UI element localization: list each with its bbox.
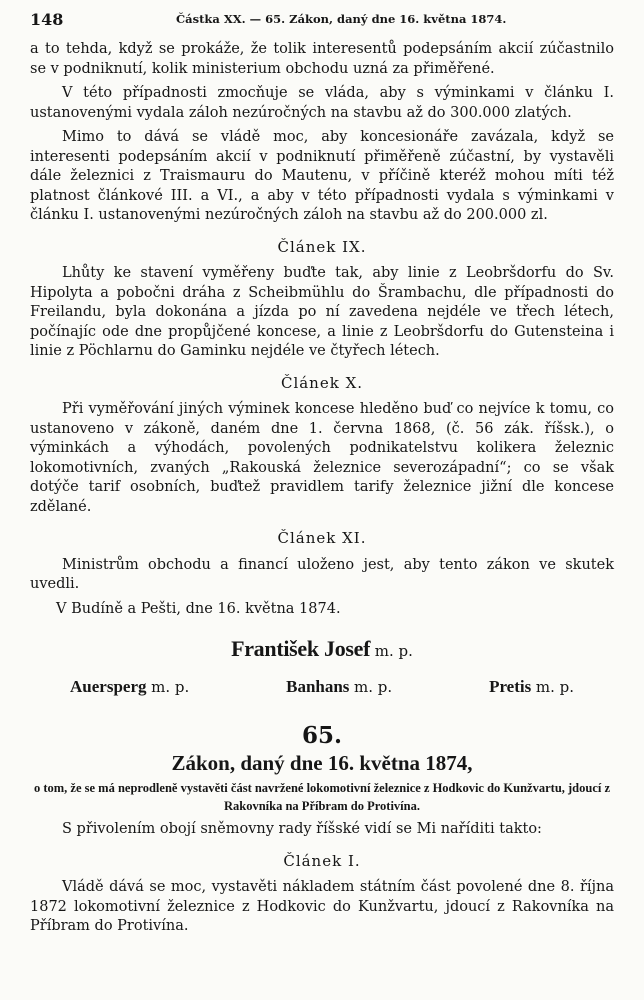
signature-suffix: m. p. — [535, 677, 574, 696]
page-header — [30, 8, 614, 30]
article-heading: Článek XI. — [277, 529, 367, 547]
signature-name: Pretis — [489, 676, 532, 696]
page-number: 148 — [30, 10, 64, 29]
paragraph: Vládě dává se moc, vystavěti nákladem státním část povolené dne 8. října 1872 lokomotivní železnice z Hodkovic do Kunžvartu, jdoucí z Rakovníka na Příbram do Protivína. — [30, 879, 614, 934]
date-line: V Budíně a Pešti, dne 16. května 1874. — [56, 600, 341, 617]
signature-suffix: m. p. — [374, 642, 413, 660]
running-head: Částka XX. — 65. Zákon, daný dne 16. května 1874. — [176, 12, 507, 26]
signature-suffix: m. p. — [151, 677, 190, 696]
paragraph: Při vyměřování jiných výminek koncese hleděno buď co nejvíce k tomu, co ustanoveno v zákoně, daném dne 1. června 1868, (č. 56 zák. říšsk.), o výminkách a výhodách, povolených podnikatelstvu kolikera železnic lokomotivních, zvaných „Rakouská železnice severozápadní“; co se však dotýče tarif osobních, buďtež pravidlem tarify železnice jižní dle koncese zdělané. — [30, 401, 614, 515]
paragraph: V této případnosti zmocňuje se vláda, aby s výminkami v článku I. ustanovenými vydala záloh nezúročných na stavbu až do 300.000 zlatých. — [30, 85, 614, 121]
law-title: Zákon, daný dne 16. května 1874, — [171, 750, 473, 775]
signature-name: Auersperg — [70, 676, 147, 696]
signature-name: Banhans — [286, 676, 350, 696]
law-subtitle: o tom, že se má neprodleně vystavěti část navržené lokomotivní železnice z Hodkovic do Kunžvartu, jdoucí z Rakovníka na Příbram do Protivína. — [33, 781, 611, 813]
article-heading: Článek X. — [280, 373, 364, 392]
preamble: S přivolením obojí sněmovny rady říšské vidí se Mi naříditi takto: — [62, 821, 542, 837]
signature-name: František Josef — [231, 636, 371, 661]
emperor-signature — [30, 636, 614, 663]
law-number: 65. — [301, 722, 342, 749]
minister-signature — [70, 677, 189, 699]
paragraph: Ministrům obchodu a financí uloženo jest, aby tento zákon ve skutek uvedli. — [30, 556, 614, 592]
signature-suffix: m. p. — [354, 677, 393, 696]
minister-signature — [286, 677, 392, 699]
minister-signature — [489, 677, 574, 699]
paragraph: Mimo to dává se vládě moc, aby koncesionáře zavázala, když se interesenti podepsáním akcií v podniknutí přiměřeně zúčastní, by vystavěli dále železnici z Traismauru do Mautenu, v příčině kteréž mohou míti též platnost článkové III. a VI., a aby v této případnosti vydala s výminkami v článku I. ustanovenými nezúročných záloh na stavbu až do 200.000 zl. — [30, 129, 614, 223]
paragraph: a to tehda, když se prokáže, že tolik interesentů podepsáním akcií zúčastnilo se v podniknutí, kolik ministerium obchodu uzná za přiměřené. — [30, 41, 614, 77]
article-heading: Článek IX. — [277, 237, 367, 256]
minister-signatures — [70, 677, 574, 699]
page-body — [30, 40, 614, 937]
article-heading: Článek I. — [283, 851, 361, 870]
paragraph: Lhůty ke stavení vyměřeny buďte tak, aby linie z Leobršdorfu do Sv. Hipolyta a pobočni dráha z Scheibmühlu do Šrambachu, dle případnosti do Freilandu, byla dokonána a jízda po ní zavedena nejdéle ve třech létech, počínajíc ode dne propůjčené koncese, a linie z Leobršdorfu do Gutensteina i linie z Pöchlarnu do Gaminku nejdéle ve čtyřech létech. — [30, 265, 614, 359]
